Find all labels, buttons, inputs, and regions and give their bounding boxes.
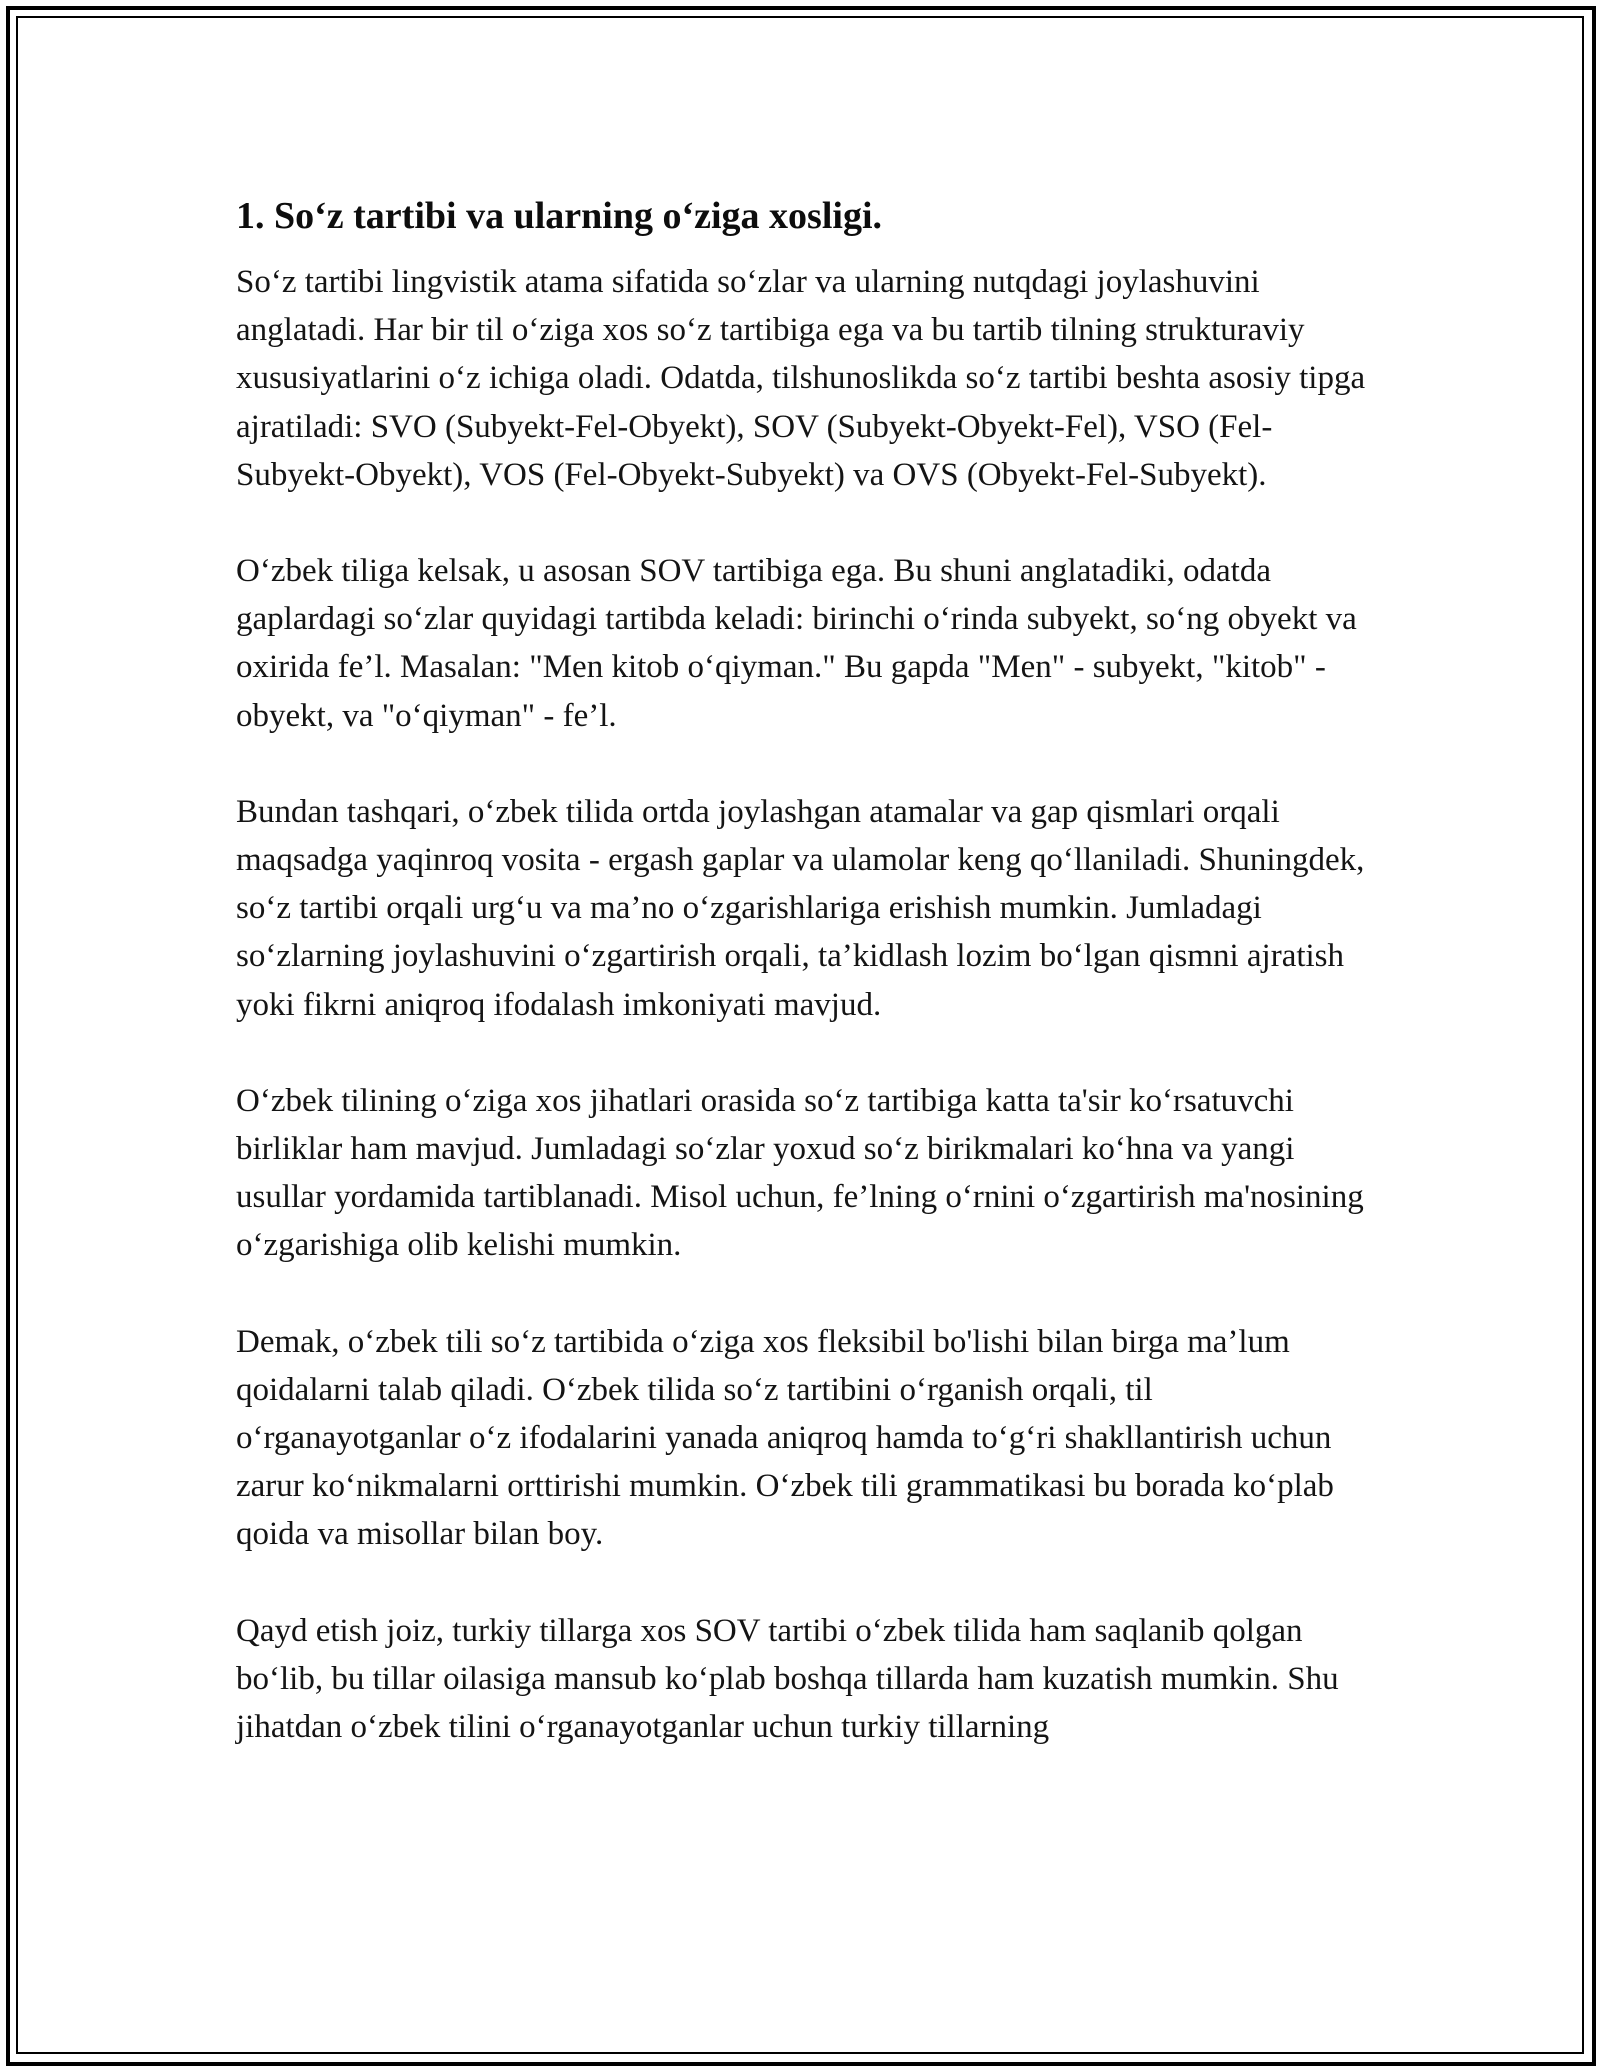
paragraph-emphasis: Bundan tashqari, o‘zbek tilida ortda joylashgan atamalar va gap qismlari orqali maqsadga yaqinroq vosita - ergash gaplar va ulamolar keng qo‘llaniladi. Shuningdek, so‘z tartibi orqali urg‘u va ma’no o‘zgarishlariga erishish mumkin. Jumladagi so‘zlarning joylashuvini o‘zgartirish orqali, ta’kidlash lozim bo‘lgan qismni ajratish yoki fikrni aniqroq ifodalash imkoniyati mavjud. [236, 793, 1365, 1023]
paragraph-peculiarities: O‘zbek tilining o‘ziga xos jihatlari orasida so‘z tartibiga katta ta'sir ko‘rsatuvchi birliklar ham mavjud. Jumladagi so‘zlar yoxud so‘z birikmalari ko‘hna va yangi usullar yordamida tartiblanadi. Misol uchun, fe’lning o‘rnini o‘zgartirish ma'nosining o‘zgarishiga olib kelishi mumkin. [236, 1082, 1364, 1264]
paragraph-turkic-languages: Qayd etish joiz, turkiy tillarga xos SOV tartibi o‘zbek tilida ham saqlanib qolgan bo‘lib, bu tillar oilasiga mansub ko‘plab boshqa tillarda ham kuzatish mumkin. Shu jihatdan o‘zbek tilini o‘rganayotganlar uchun turkiy tillarning [236, 1612, 1339, 1746]
paragraph-word-order-definition: So‘z tartibi lingvistik atama sifatida so‘zlar va ularning nutqdagi joylashuvini anglatadi. Har bir til o‘ziga xos so‘z tartibiga ega va bu tartib tilning strukturaviy xususiyatlarini o‘z ichiga oladi. Odatda, tilshunoslikda so‘z tartibi beshta asosiy tipga ajratiladi: SVO (Subyekt-Fel-Obyekt), SOV (Subyekt-Obyekt-Fel), VSO (Fel-Subyekt-Obyekt), VOS (Fel-Obyekt-Subyekt) va OVS (Obyekt-Fel-Subyekt). [236, 264, 1366, 493]
paragraph-conclusion: Demak, o‘zbek tili so‘z tartibida o‘ziga xos fleksibil bo'lishi bilan birga ma’lum qoidalarni talab qiladi. O‘zbek tilida so‘z tartibini o‘rganish orqali, til o‘rganayotganlar o‘z ifodalarini yanada aniqroq hamda to‘g‘ri shakllantirish uchun zarur ko‘nikmalarni orttirishi mumkin. O‘zbek tili grammatikasi bu borada ko‘plab qoida va misollar bilan boy. [236, 1323, 1334, 1553]
paragraph-uzbek-sov: O‘zbek tiliga kelsak, u asosan SOV tartibiga ega. Bu shuni anglatadiki, odatda gaplardagi so‘zlar quyidagi tartibda keladi: birinchi o‘rinda subyekt, so‘ng obyekt va oxirida fe’l. Masalan: "Men kitob o‘qiyman." Bu gapda "Men" - subyekt, "kitob" - obyekt, va "o‘qiyman" - fe’l. [236, 553, 1357, 734]
document-body [236, 186, 1366, 1799]
section-heading: 1. So‘z tartibi va ularning o‘ziga xosligi. [236, 195, 882, 237]
